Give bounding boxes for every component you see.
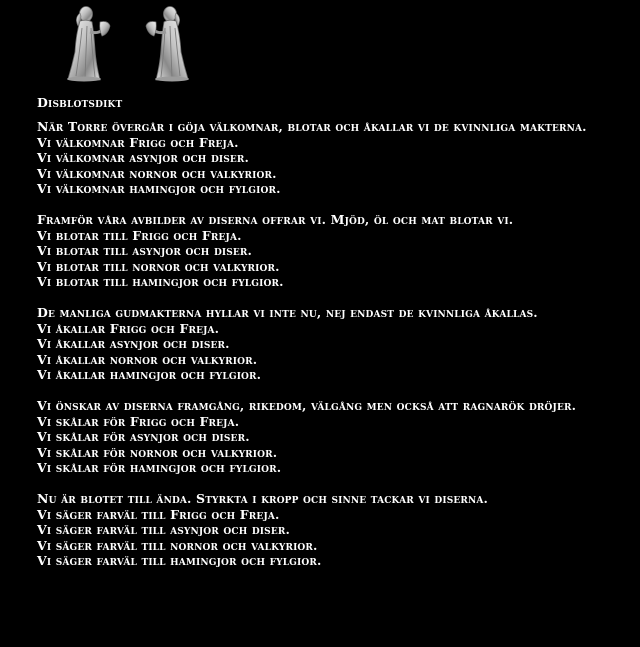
poem-line: Vi välkomnar asynjor och diser.: [37, 150, 250, 165]
poem-line: Vi skålar för Frigg och Freja.: [37, 413, 240, 429]
poem-line: Vi åkallar Frigg och Freja.: [37, 320, 220, 336]
poem-line: Vi blotar till Frigg och Freja.: [37, 227, 242, 243]
poem-line: Vi säger farväl till hamingjor och fylgior.: [37, 553, 322, 568]
poem-line: Nu är blotet till ända. Styrkta i kropp och sinne tackar vi diserna.: [37, 491, 489, 506]
poem: [37, 95, 633, 584]
poem-line: Vi välkomnar Frigg och Freja.: [37, 134, 239, 150]
poem-line: Vi säger farväl till Frigg och Freja.: [37, 506, 280, 522]
poem-line: Vi åkallar asynjor och diser.: [37, 336, 230, 351]
poem-line: Vi skålar för nornor och valkyrior.: [37, 444, 278, 460]
poem-line: Vi blotar till nornor och valkyrior.: [37, 258, 280, 274]
poem-line: Vi säger farväl till asynjor och diser.: [37, 522, 290, 537]
poem-line: När Torre övergår i göja välkomnar, blotar och åkallar vi de kvinnliga makterna.: [37, 119, 587, 134]
poem-line: Vi säger farväl till nornor och valkyrior.: [37, 537, 318, 553]
poem-line: Vi blotar till asynjor och diser.: [37, 243, 253, 258]
poem-line: Framför våra avbilder av diserna offrar vi. Mjöd, öl och mat blotar vi.: [37, 212, 514, 227]
header-figures: [62, 4, 202, 82]
stanza: [37, 305, 633, 383]
poem-line: Vi välkomnar nornor och valkyrior.: [37, 165, 277, 181]
poem-line: Vi önskar av diserna framgång, rikedom, välgång men också att ragnarök dröjer.: [37, 398, 577, 413]
stanza: [37, 491, 633, 569]
poem-line: Vi skålar för hamingjor och fylgior.: [37, 460, 282, 475]
poem-title: Disblotsdikt: [37, 95, 123, 110]
poem-line: Vi välkomnar hamingjor och fylgior.: [37, 181, 281, 196]
stanza: [37, 212, 633, 290]
stanza: [37, 119, 633, 197]
poem-line: Vi åkallar hamingjor och fylgior.: [37, 367, 262, 382]
stanza: [37, 398, 633, 476]
poem-line: De manliga gudmakterna hyllar vi inte nu, nej endast de kvinnliga åkallas.: [37, 305, 538, 320]
poem-line: Vi skålar för asynjor och diser.: [37, 429, 250, 444]
silver-valkyrie-figure-icon: [62, 4, 114, 82]
poem-line: Vi blotar till hamingjor och fylgior.: [37, 274, 284, 289]
silver-valkyrie-figure-icon: [142, 4, 194, 82]
poem-line: Vi åkallar nornor och valkyrior.: [37, 351, 258, 367]
